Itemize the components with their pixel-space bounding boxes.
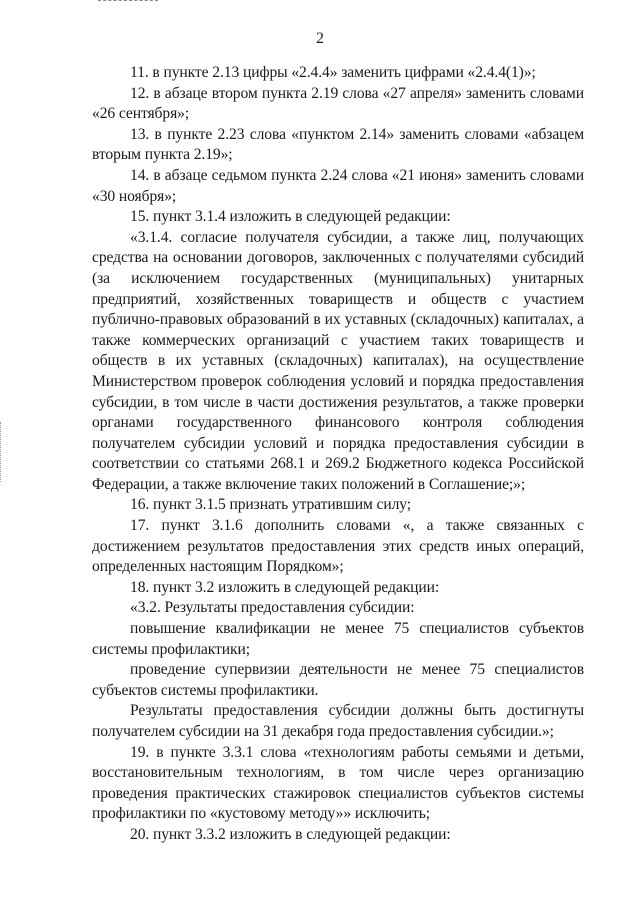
paragraph-item-11: 11. в пункте 2.13 цифры «2.4.4» заменить цифрами «2.4.4(1)»; bbox=[130, 64, 536, 81]
paragraph-item-19: 19. в пункте 3.3.1 слова «технологиям работы семьями и детьми, восстановительным технологиям, в том числе через организацию проведения практических стажировок специалистов субъектов системы профилактики по «кустовому методу»» исключить; bbox=[92, 743, 584, 823]
paragraph-item-17: 17. пункт 3.1.6 дополнить словами «, а также связанных с достижением результатов предоставления этих средств иных операций, определенных настоящим Порядком»; bbox=[92, 517, 584, 576]
paragraph-item-14: 14. в абзаце седьмом пункта 2.24 слова «21 июня» заменить словами «30 ноября»; bbox=[92, 166, 584, 205]
scan-edge-mark bbox=[98, 0, 158, 4]
page-number: 2 bbox=[316, 30, 324, 47]
paragraph-item-13: 13. в пункте 2.23 слова «пунктом 2.14» заменить словами «абзацем вторым пункта 2.19»; bbox=[92, 125, 584, 164]
paragraph-item-15: 15. пункт 3.1.4 изложить в следующей редакции: bbox=[130, 208, 451, 226]
paragraph-clause-3-2: «3.2. Результаты предоставления субсидии: bbox=[130, 599, 415, 617]
paragraph-item-18: 18. пункт 3.2 изложить в следующей редакции: bbox=[130, 578, 440, 596]
paragraph-result-deadline: Результаты предоставления субсидии должны быть достигнуты получателем субсидии на 31 декабря года предоставления субсидии.»; bbox=[92, 702, 584, 740]
paragraph-item-12: 12. в абзаце втором пункта 2.19 слова «27 апреля» заменить словами «26 сентября»; bbox=[92, 84, 584, 123]
paragraph-item-16: 16. пункт 3.1.5 признать утратившим силу; bbox=[130, 496, 412, 514]
scan-margin-mark bbox=[0, 422, 3, 482]
paragraph-result-supervision: проведение супервизии деятельности не менее 75 специалистов субъектов системы профилактики. bbox=[92, 661, 584, 699]
paragraph-item-20: 20. пункт 3.3.2 изложить в следующей редакции: bbox=[130, 825, 451, 843]
paragraph-result-qualification: повышение квалификации не менее 75 специалистов субъектов системы профилактики; bbox=[92, 620, 584, 658]
paragraph-clause-3-1-4: «3.1.4. согласие получателя субсидии, а также лиц, получающих средства на основании договоров, заключенных с получателями субсидий (за исключением государственных (муниципальных) унитарных предприятий, хозяйственных товариществ и обществ с участием публично-правовых образований в их уставных (складочных) капиталах, а также коммерческих организаций с участием таких товариществ и обществ в их уставных (складочных) капиталах), на осуществление Министерством проверок соблюдения условий и порядка предоставления субсидии, в том числе в части достижения результатов, а также проверки органами государственного финансового контроля соблюдения получателем субсидии условий и порядка предоставления субсидии в соответствии со статьями 268.1 и 269.2 Бюджетного кодекса Российской Федерации, а также включение таких положений в Соглашение;»; bbox=[92, 228, 584, 493]
document-body bbox=[92, 63, 584, 846]
